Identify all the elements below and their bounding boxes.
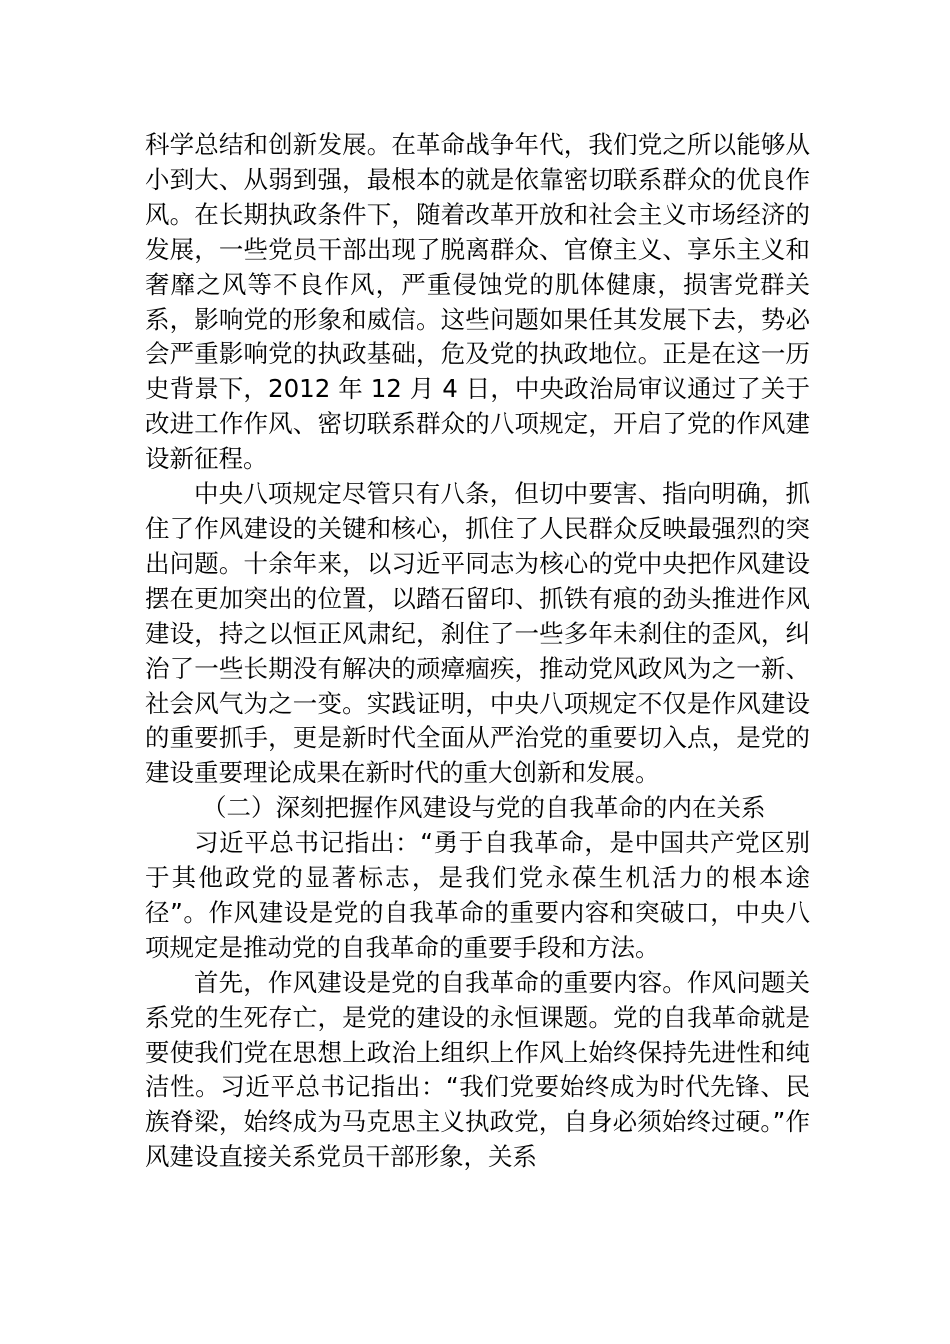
paragraph-eight-rules-significance: 中央八项规定尽管只有八条，但切中要害、指向明确，抓住了作风建设的关键和核心，抓住了人民群众反映最强烈的突出问题。十余年来，以习近平同志为核心的党中央把作风建设摆在更加突出的位置，以踏石留印、抓铁有痕的劲头推进作风建设，持之以恒正风肃纪，刹住了一些多年未刹住的歪风，纠治了一些长期没有解决的顽瘴痼疾，推动党风政风为之一新、社会风气为之一变。实践证明，中央八项规定不仅是作风建设的重要抓手，更是新时代全面从严治党的重要切入点，是党的建设重要理论成果在新时代的重大创新和发展。 bbox=[145, 479, 810, 788]
section-heading: （二）深刻把握作风建设与党的自我革命的内在关系 bbox=[202, 793, 766, 823]
document-page bbox=[145, 128, 810, 1175]
paragraph-self-revolution-quote: 习近平总书记指出：“勇于自我革命，是中国共产党区别于其他政党的显著标志，是我们党永葆生机活力的根本途径”。作风建设是党的自我革命的重要内容和突破口，中央八项规定是推动党的自我革命的重要手段和方法。 bbox=[145, 828, 810, 962]
paragraph-history-context: 科学总结和创新发展。在革命战争年代，我们党之所以能够从小到大、从弱到强，最根本的就是依靠密切联系群众的优良作风。在长期执政条件下，随着改革开放和社会主义市场经济的发展，一些党员干部出现了脱离群众、官僚主义、享乐主义和奢靡之风等不良作风，严重侵蚀党的肌体健康，损害党群关系，影响党的形象和威信。这些问题如果任其发展下去，势必会严重影响党的执政基础，危及党的执政地位。正是在这一历史背景下，2012 年 12 月 4 日，中央政治局审议通过了关于改进工作作风、密切联系群众的八项规定，开启了党的作风建设新征程。 bbox=[145, 130, 810, 474]
paragraph-style-building-content: 首先，作风建设是党的自我革命的重要内容。作风问题关系党的生死存亡，是党的建设的永恒课题。党的自我革命就是要使我们党在思想上政治上组织上作风上始终保持先进性和纯洁性。习近平总书记指出：“我们党要始终成为时代先锋、民族脊梁，始终成为马克思主义执政党，自身必须始终过硬。”作风建设直接关系党员干部形象，关系 bbox=[145, 967, 810, 1172]
